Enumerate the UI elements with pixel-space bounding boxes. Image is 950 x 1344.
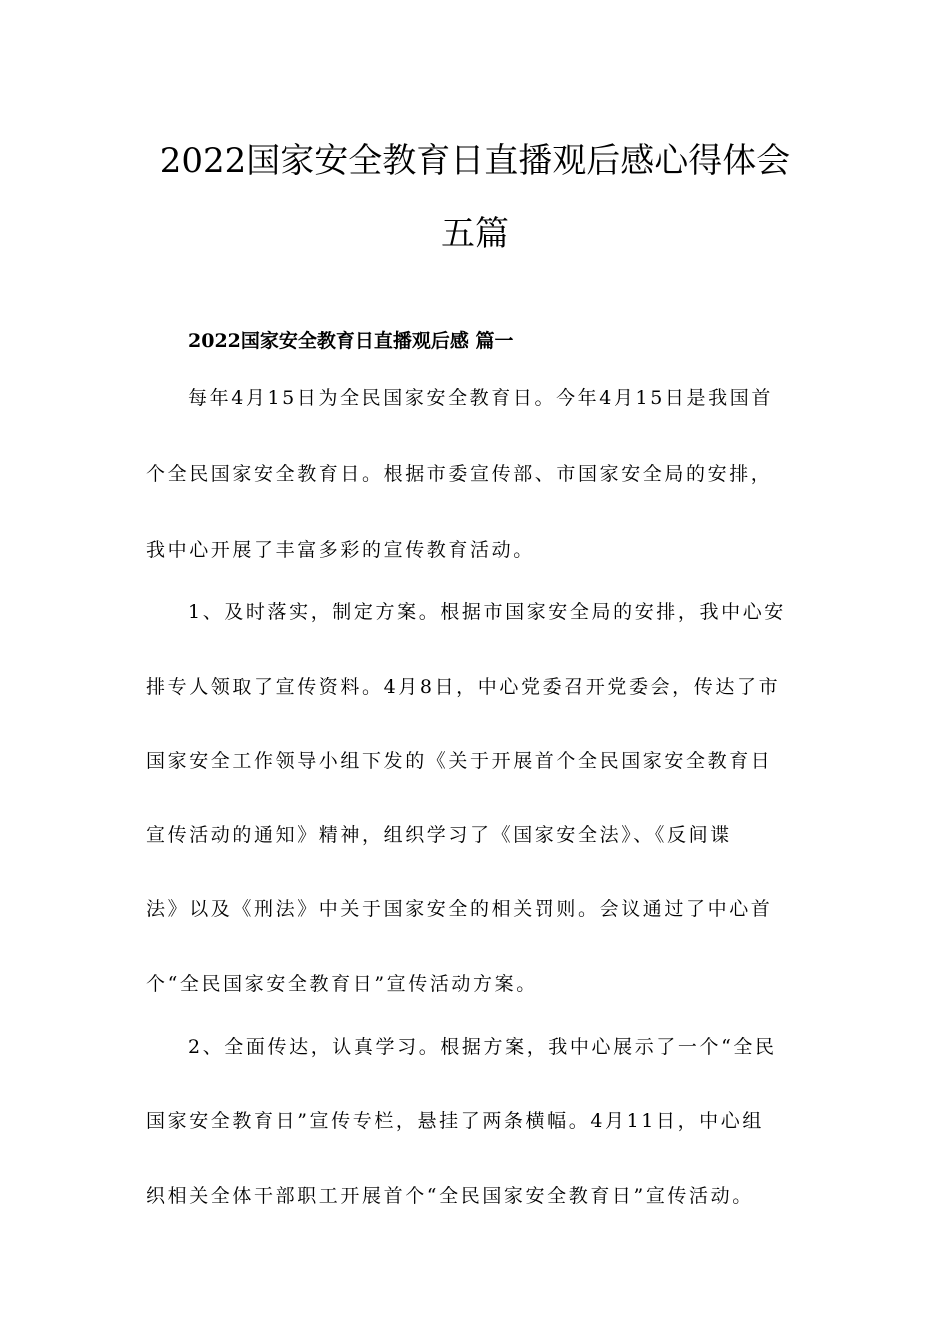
- paragraph-3-line-1: 2、全面传达，认真学习。根据方案，我中心展示了一个“全民: [188, 1036, 777, 1058]
- paragraph-1-line-3: 我中心开展了丰富多彩的宣传教育活动。: [146, 539, 535, 561]
- paragraph-2-line-4: 宣传活动的通知》精神，组织学习了《国家安全法》、《反间谍: [146, 824, 732, 846]
- paragraph-2-line-6: 个“全民国家安全教育日”宣传活动方案。: [146, 973, 538, 995]
- paragraph-2-line-1: 1、及时落实，制定方案。根据市国家安全局的安排，我中心安: [188, 601, 786, 623]
- paragraph-2-line-2: 排专人领取了宣传资料。4月8日，中心党委召开党委会，传达了市: [146, 676, 781, 698]
- section-heading: 2022国家安全教育日直播观后感 篇一: [188, 330, 514, 352]
- document-title-line-2: 五篇: [441, 214, 509, 254]
- paragraph-3-line-2: 国家安全教育日”宣传专栏，悬挂了两条横幅。4月11日，中心组: [146, 1110, 764, 1132]
- paragraph-1-line-2: 个全民国家安全教育日。根据市委宣传部、市国家安全局的安排，: [146, 463, 773, 485]
- document-title-line-1: 2022国家安全教育日直播观后感心得体会: [159, 141, 791, 181]
- paragraph-2-line-3: 国家安全工作领导小组下发的《关于开展首个全民国家安全教育日: [146, 750, 773, 772]
- paragraph-3-line-3: 织相关全体干部职工开展首个“全民国家安全教育日”宣传活动。: [146, 1185, 754, 1207]
- paragraph-1-line-1: 每年4月15日为全民国家安全教育日。今年4月15日是我国首: [188, 387, 773, 409]
- paragraph-2-line-5: 法》以及《刑法》中关于国家安全的相关罚则。会议通过了中心首: [146, 898, 773, 920]
